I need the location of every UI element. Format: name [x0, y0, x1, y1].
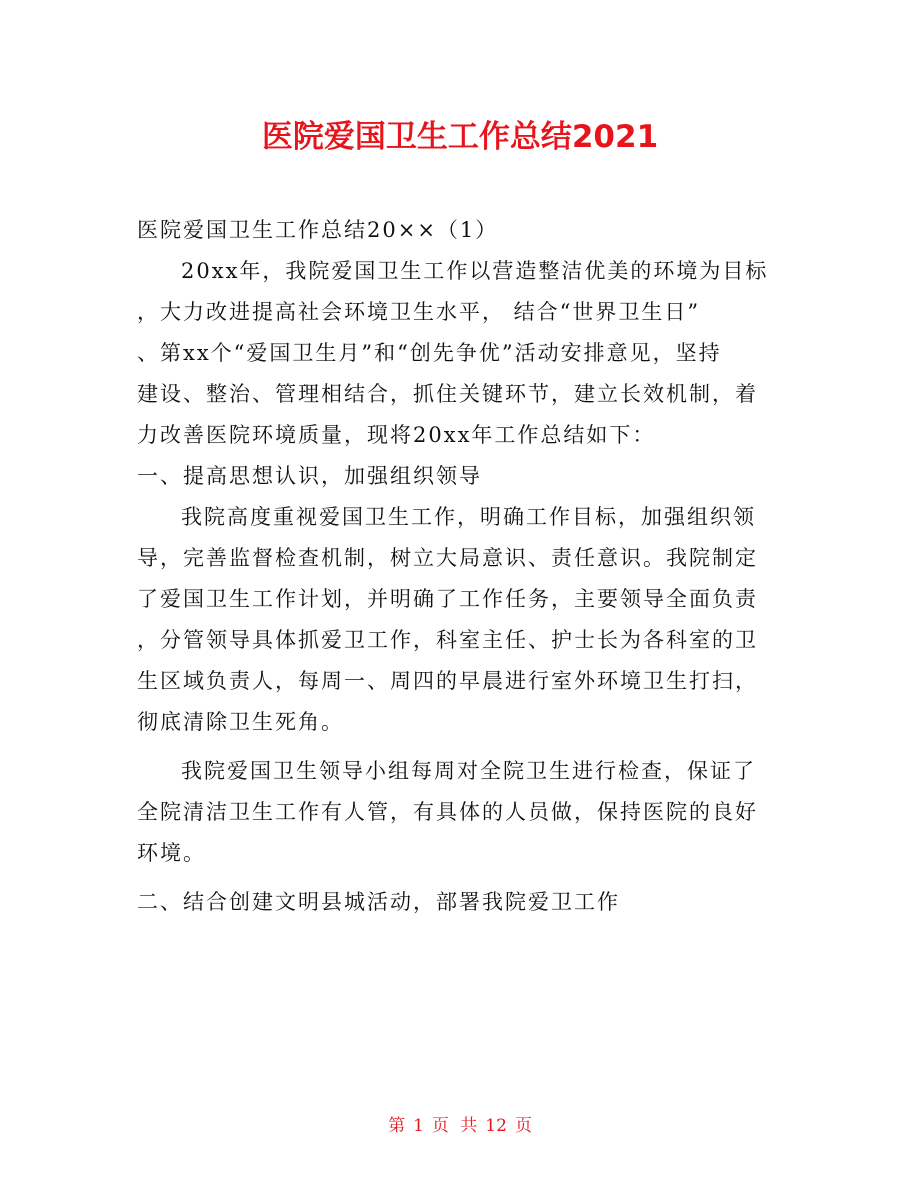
- section1-paragraph-2: [137, 751, 783, 874]
- document-body: [137, 210, 783, 923]
- paragraph-line: ，分管领导具体抓爱卫工作，科室主任、护士长为各科室的卫: [137, 628, 758, 652]
- paragraph-line: 我院爱国卫生领导小组每周对全院卫生进行检查，保证了: [181, 759, 756, 783]
- intro-line: 力改善医院环境质量，现将20xx年工作总结如下：: [137, 423, 656, 447]
- document-title: 医院爱国卫生工作总结2021: [261, 119, 659, 155]
- paragraph-line: 了爱国卫生工作计划，并明确了工作任务，主要领导全面负责: [137, 587, 758, 611]
- footer-current-page: 1: [413, 1116, 424, 1136]
- intro-line: 、第xx个“爱国卫生月”和“创先争优”活动安排意见，坚持: [137, 341, 722, 365]
- paragraph-line: 生区域负责人，每周一、周四的早晨进行室外环境卫生打扫，: [137, 669, 758, 693]
- intro-line: 建设、整治、管理相结合，抓住关键环节，建立长效机制，着: [137, 382, 758, 406]
- intro-line: ，大力改进提高社会环境卫生水平， 结合“世界卫生日”: [137, 300, 701, 324]
- paragraph-line: 全院清洁卫生工作有人管，有具体的人员做，保持医院的良好: [137, 800, 758, 824]
- page-footer: [0, 1112, 920, 1140]
- paragraph-line: 彻底清除卫生死角。: [137, 710, 344, 734]
- subtitle: 医院爱国卫生工作总结20××（1）: [137, 218, 499, 242]
- paragraph-line: 导，完善监督检查机制，树立大局意识、责任意识。我院制定: [137, 546, 758, 570]
- section1-heading: 一、提高思想认识，加强组织领导: [137, 464, 482, 488]
- paragraph-line: 我院高度重视爱国卫生工作，明确工作目标，加强组织领: [181, 505, 756, 529]
- footer-total-pages: 12: [485, 1116, 507, 1136]
- intro-line: 20xx年，我院爱国卫生工作以营造整洁优美的环境为目标: [181, 259, 769, 283]
- section2-heading: 二、结合创建文明县城活动，部署我院爱卫工作: [137, 890, 620, 914]
- section1-paragraph-1: [137, 497, 783, 743]
- intro-paragraph: [137, 251, 783, 456]
- footer-middle: 页 共: [431, 1116, 478, 1136]
- footer-suffix: 页: [514, 1116, 532, 1136]
- paragraph-line: 环境。: [137, 841, 206, 865]
- footer-prefix: 第: [388, 1116, 406, 1136]
